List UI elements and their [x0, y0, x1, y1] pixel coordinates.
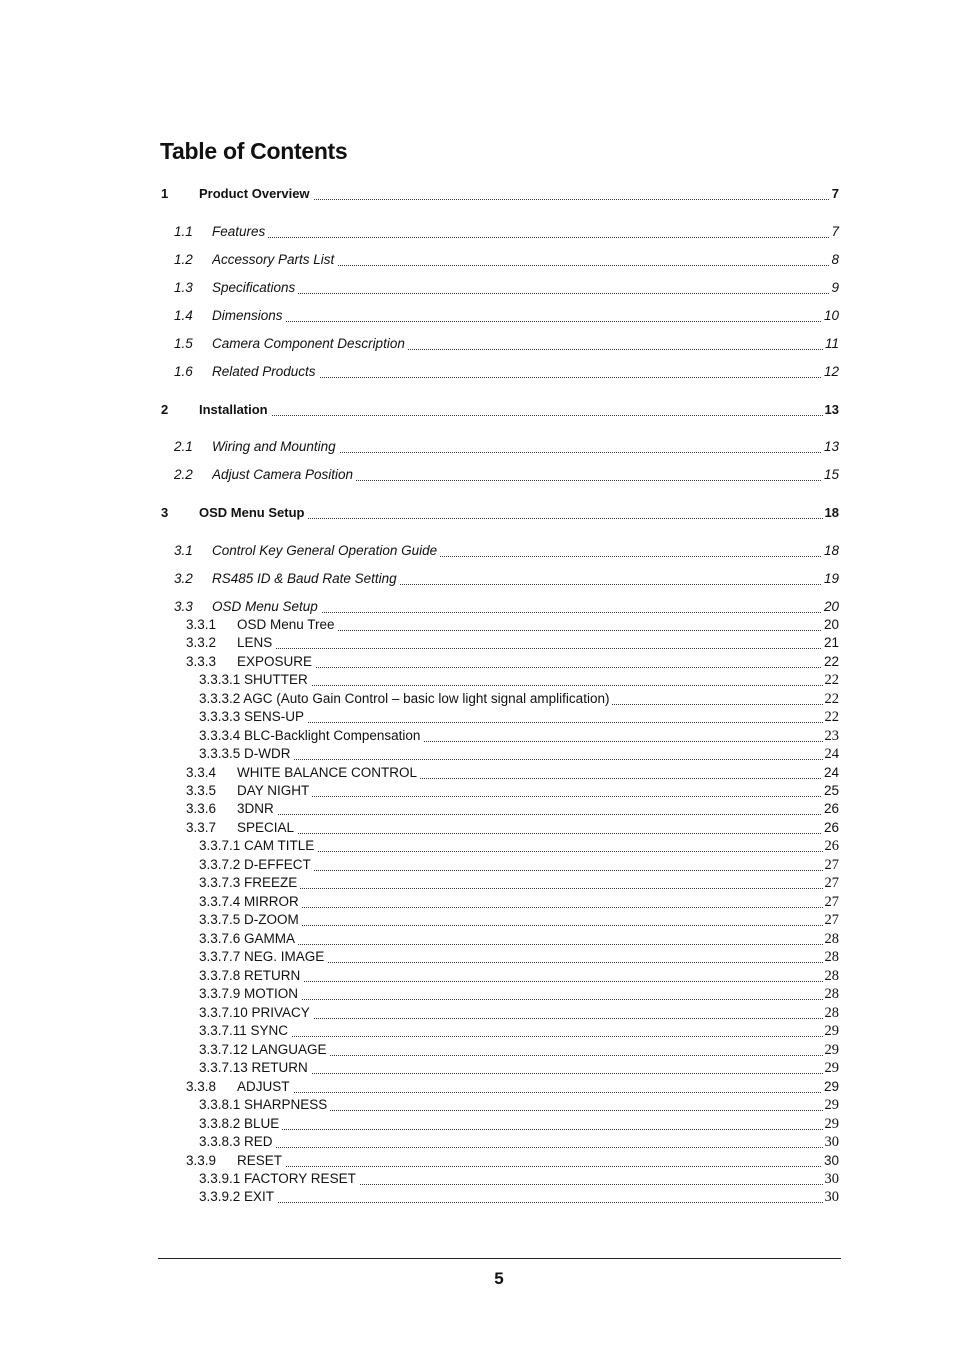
toc-entry-number: 3.3.2: [186, 635, 217, 650]
toc-entry-number: 1.6: [174, 364, 193, 379]
toc-entry[interactable]: [0, 1022, 954, 1040]
toc-entry-number: 2.1: [174, 439, 193, 454]
toc-entry-page: 29: [823, 1079, 839, 1094]
toc-entry-title: Specifications: [212, 280, 298, 295]
toc-entry-number: 1.5: [174, 336, 193, 351]
toc-entry[interactable]: [0, 893, 954, 911]
toc-entry[interactable]: [0, 438, 954, 456]
dot-leader: [199, 1202, 829, 1203]
toc-entry-title-wrap: [199, 401, 829, 419]
toc-entry-page: 24: [823, 765, 839, 780]
toc-entry-number: 3.3.8: [186, 1079, 217, 1094]
toc-entry-title-wrap: [212, 363, 829, 381]
toc-entry-title-wrap: [237, 1152, 829, 1170]
toc-entry-number: 2.2: [174, 467, 193, 482]
toc-entry-title: 3.3.7.9 MOTION: [199, 986, 301, 1001]
toc-entry-title: 3.3.7.2 D-EFFECT: [199, 857, 314, 872]
toc-entry-page: 27: [824, 875, 839, 891]
page-title: Table of Contents: [160, 138, 348, 164]
toc-entry-title: EXPOSURE: [237, 654, 315, 669]
toc-entry-page: 22: [824, 709, 839, 725]
dot-leader: [212, 237, 829, 238]
toc-entry-title: 3.3.3.3 SENS-UP: [199, 709, 307, 724]
toc-entry[interactable]: [0, 1133, 954, 1151]
toc-entry-title: RESET: [237, 1153, 285, 1168]
toc-entry-number: 1.1: [174, 224, 193, 239]
toc-entry-title-wrap: [199, 1096, 829, 1114]
toc-entry-title-wrap: [199, 893, 829, 911]
toc-entry[interactable]: [0, 708, 954, 726]
toc-entry-title-wrap: [237, 800, 829, 818]
toc-entry-page: 9: [831, 280, 839, 295]
toc-entry[interactable]: [0, 800, 954, 818]
toc-entry-page: 28: [824, 986, 839, 1002]
dot-leader: [199, 1147, 829, 1148]
dot-leader: [199, 415, 829, 416]
toc-entry[interactable]: [0, 634, 954, 652]
page-number: 5: [494, 1269, 504, 1288]
toc-entry-title-wrap: [199, 745, 829, 763]
toc-entry-title: Features: [212, 224, 268, 239]
toc-entry-title-wrap: [212, 438, 829, 456]
toc-entry-page: 29: [824, 1097, 839, 1113]
toc-entry-page: 29: [824, 1116, 839, 1132]
toc-entry-page: 22: [824, 672, 839, 688]
toc-entry-title: 3.3.7.5 D-ZOOM: [199, 912, 302, 927]
toc-entry-title: WHITE BALANCE CONTROL: [237, 765, 420, 780]
toc-entry-title: 3.3.3.2 AGC (Auto Gain Control – basic low light signal amplification): [199, 691, 612, 706]
toc-entry-title: 3.3.7.13 RETURN: [199, 1060, 311, 1075]
toc-entry-title: 3.3.9.2 EXIT: [199, 1189, 277, 1204]
toc-entry-number: 3.2: [174, 571, 193, 586]
toc-entry-title: 3.3.7.8 RETURN: [199, 968, 303, 983]
toc-entry-number: 1.3: [174, 280, 193, 295]
toc-entry-page: 18: [823, 543, 839, 558]
toc-entry-page: 29: [824, 1042, 839, 1058]
toc-entry-page: 28: [824, 968, 839, 984]
toc-entry-title-wrap: [237, 616, 829, 634]
toc-entry[interactable]: [0, 1152, 954, 1170]
toc-entry-title: 3.3.7.6 GAMMA: [199, 931, 298, 946]
toc-entry-page: 27: [824, 857, 839, 873]
toc-entry-page: 15: [823, 467, 839, 482]
toc-entry-page: 7: [831, 224, 839, 239]
toc-entry[interactable]: [0, 745, 954, 763]
toc-entry[interactable]: [0, 764, 954, 782]
toc-entry-page: 10: [823, 308, 839, 323]
toc-entry[interactable]: [0, 335, 954, 353]
toc-entry-page: 27: [824, 894, 839, 910]
toc-entry-title-wrap: [199, 856, 829, 874]
toc-entry-title: 3.3.8.3 RED: [199, 1134, 276, 1149]
toc-entry-title-wrap: [199, 837, 829, 855]
toc-entry-number: 1.4: [174, 308, 193, 323]
toc-entry-page: 20: [823, 599, 839, 614]
dot-leader: [237, 1092, 829, 1093]
toc-entry-title-wrap: [212, 542, 829, 560]
dot-leader: [237, 833, 829, 834]
toc-entry[interactable]: [0, 930, 954, 948]
toc-entry-title-wrap: [199, 911, 829, 929]
toc-entry[interactable]: [0, 874, 954, 892]
toc-entry[interactable]: [0, 1041, 954, 1059]
toc-entry[interactable]: [0, 570, 954, 588]
toc-entry[interactable]: [0, 401, 954, 419]
dot-leader: [237, 814, 829, 815]
toc-entry-title-wrap: [237, 764, 829, 782]
toc-entry-title-wrap: [199, 948, 829, 966]
toc-entry-number: 3: [161, 505, 169, 520]
toc-entry-title: Dimensions: [212, 308, 286, 323]
toc-entry[interactable]: [0, 185, 954, 203]
toc-entry[interactable]: [0, 1188, 954, 1206]
toc-entry[interactable]: [0, 690, 954, 708]
toc-entry[interactable]: [0, 1096, 954, 1114]
toc-entry-number: 3.3.7: [186, 820, 217, 835]
toc-entry-number: 3.1: [174, 543, 193, 558]
toc-entry-page: 26: [823, 801, 839, 816]
toc-entry-number: 3.3.4: [186, 765, 217, 780]
toc-entry-title: OSD Menu Tree: [237, 617, 338, 632]
dot-leader: [237, 648, 829, 649]
toc-entry-title-wrap: [237, 782, 829, 800]
toc-entry-title-wrap: [199, 185, 829, 203]
toc-entry-page: 28: [824, 931, 839, 947]
toc-entry[interactable]: [0, 307, 954, 325]
toc-entry-title-wrap: [199, 1004, 829, 1022]
toc-entry[interactable]: [0, 837, 954, 855]
toc-entry-number: 1: [161, 186, 169, 201]
toc-entry-title: 3.3.7.11 SYNC: [199, 1023, 291, 1038]
toc-entry[interactable]: [0, 819, 954, 837]
toc-entry-title-wrap: [199, 1133, 829, 1151]
toc-entry-title-wrap: [237, 819, 829, 837]
dot-leader: [237, 796, 829, 797]
toc-entry-title: Camera Component Description: [212, 336, 408, 351]
toc-entry[interactable]: [0, 856, 954, 874]
toc-entry-title-wrap: [199, 708, 829, 726]
toc-entry-page: 30: [824, 1134, 839, 1150]
toc-entry[interactable]: [0, 363, 954, 381]
toc-entry-page: 13: [824, 402, 839, 417]
toc-entry-page: 18: [824, 505, 839, 520]
toc-entry[interactable]: [0, 1078, 954, 1096]
dot-leader: [237, 1166, 829, 1167]
toc-entry[interactable]: [0, 1115, 954, 1133]
toc-entry-title: Control Key General Operation Guide: [212, 543, 440, 558]
toc-entry-title-wrap: [199, 1170, 829, 1188]
toc-entry-page: 27: [824, 912, 839, 928]
toc-entry-page: 22: [824, 691, 839, 707]
toc-entry-page: 21: [823, 635, 839, 650]
dot-leader: [212, 321, 829, 322]
toc-entry-page: 19: [823, 571, 839, 586]
toc-entry-title-wrap: [199, 1059, 829, 1077]
toc-entry-title: Accessory Parts List: [212, 252, 337, 267]
toc-entry-page: 30: [824, 1171, 839, 1187]
toc-entry-page: 23: [824, 728, 839, 744]
toc-entry-title-wrap: [237, 653, 829, 671]
toc-entry-page: 11: [824, 336, 839, 351]
dot-leader: [237, 667, 829, 668]
toc-entry[interactable]: [0, 1004, 954, 1022]
toc-entry-title-wrap: [199, 690, 829, 708]
toc-entry-title-wrap: [199, 874, 829, 892]
toc-entry[interactable]: [0, 727, 954, 745]
toc-entry[interactable]: [0, 223, 954, 241]
toc-entry-page: 29: [824, 1023, 839, 1039]
toc-entry[interactable]: [0, 279, 954, 297]
toc-entry-title: Related Products: [212, 364, 319, 379]
toc-entry-title: 3.3.7.10 PRIVACY: [199, 1005, 313, 1020]
toc-entry-title-wrap: [212, 335, 829, 353]
toc-entry[interactable]: [0, 598, 954, 616]
toc-entry[interactable]: [0, 616, 954, 634]
toc-entry-title-wrap: [212, 251, 829, 269]
toc-entry-number: 2: [161, 402, 169, 417]
toc-entry-page: 26: [823, 820, 839, 835]
toc-entry-title: Adjust Camera Position: [212, 467, 356, 482]
toc-entry-title: 3.3.7.1 CAM TITLE: [199, 838, 317, 853]
toc-entry-number: 3.3: [174, 599, 193, 614]
toc-entry-title: 3.3.3.1 SHUTTER: [199, 672, 311, 687]
toc-entry-title-wrap: [212, 307, 829, 325]
toc-entry-page: 24: [824, 746, 839, 762]
toc-entry-title-wrap: [199, 1041, 829, 1059]
footer-divider: [158, 1258, 841, 1259]
toc-entry-title: SPECIAL: [237, 820, 297, 835]
toc-entry-title: 3.3.3.5 D-WDR: [199, 746, 294, 761]
toc-entry[interactable]: [0, 504, 954, 522]
toc-entry-title: 3.3.8.2 BLUE: [199, 1116, 282, 1131]
toc-entry[interactable]: [0, 782, 954, 800]
toc-entry-title: LENS: [237, 635, 275, 650]
toc-entry-title-wrap: [212, 570, 829, 588]
toc-entry-page: 7: [831, 186, 839, 201]
toc-entry-number: 3.3.1: [186, 617, 217, 632]
toc-entry-title: RS485 ID & Baud Rate Setting: [212, 571, 400, 586]
toc-entry-title-wrap: [199, 967, 829, 985]
toc-entry-page: 28: [824, 949, 839, 965]
toc-entry[interactable]: [0, 948, 954, 966]
toc-entry-title: 3.3.7.7 NEG. IMAGE: [199, 949, 327, 964]
toc-entry-page: 20: [823, 617, 839, 632]
toc-entry[interactable]: [0, 466, 954, 484]
toc-entry-title-wrap: [199, 1115, 829, 1133]
toc-entry[interactable]: [0, 542, 954, 560]
toc-entry[interactable]: [0, 1170, 954, 1188]
toc-entry[interactable]: [0, 671, 954, 689]
toc-entry-title-wrap: [212, 466, 829, 484]
toc-entry-title-wrap: [199, 504, 829, 522]
toc-entry[interactable]: [0, 967, 954, 985]
toc-entry-title: 3.3.7.3 FREEZE: [199, 875, 300, 890]
toc-entry-title-wrap: [199, 1188, 829, 1206]
toc-entry-title-wrap: [199, 985, 829, 1003]
dot-leader: [199, 1129, 829, 1130]
toc-entry[interactable]: [0, 251, 954, 269]
toc-entry-title: Product Overview: [199, 186, 313, 201]
toc-entry-page: 12: [823, 364, 839, 379]
dot-leader: [212, 293, 829, 294]
toc-entry[interactable]: [0, 653, 954, 671]
toc-entry-title: 3.3.8.1 SHARPNESS: [199, 1097, 330, 1112]
toc-entry-title: 3.3.9.1 FACTORY RESET: [199, 1171, 359, 1186]
toc-entry-title: 3.3.7.4 MIRROR: [199, 894, 302, 909]
toc-entry[interactable]: [0, 1059, 954, 1077]
toc-entry-title-wrap: [237, 1078, 829, 1096]
toc-entry-title: 3.3.3.4 BLC-Backlight Compensation: [199, 728, 423, 743]
toc-entry-title-wrap: [212, 223, 829, 241]
toc-entry-number: 3.3.3: [186, 654, 217, 669]
toc-entry-page: 30: [823, 1153, 839, 1168]
toc-entry-page: 26: [824, 838, 839, 854]
toc-entry-title-wrap: [212, 279, 829, 297]
toc-entry-number: 1.2: [174, 252, 193, 267]
toc-entry-page: 13: [823, 439, 839, 454]
toc-entry-number: 3.3.6: [186, 801, 217, 816]
toc-entry-page: 28: [824, 1005, 839, 1021]
toc-entry-title-wrap: [237, 634, 829, 652]
toc-entry-title: 3DNR: [237, 801, 277, 816]
toc-entry-title: OSD Menu Setup: [212, 599, 321, 614]
toc-entry-title-wrap: [199, 930, 829, 948]
toc-entry[interactable]: [0, 985, 954, 1003]
toc-entry-title-wrap: [199, 727, 829, 745]
toc-entry-page: 8: [831, 252, 839, 267]
toc-entry-page: 30: [824, 1189, 839, 1205]
dot-leader: [199, 1036, 829, 1037]
toc-entry-page: 22: [823, 654, 839, 669]
toc-entry-number: 3.3.9: [186, 1153, 217, 1168]
toc-entry-title-wrap: [212, 598, 829, 616]
toc-entry-title: Installation: [199, 402, 271, 417]
toc-entry-title-wrap: [199, 1022, 829, 1040]
toc-entry-page: 25: [823, 783, 839, 798]
toc-entry[interactable]: [0, 911, 954, 929]
toc-entry-title: Wiring and Mounting: [212, 439, 339, 454]
toc-entry-title: DAY NIGHT: [237, 783, 312, 798]
toc-entry-number: 3.3.5: [186, 783, 217, 798]
toc-entry-title: 3.3.7.12 LANGUAGE: [199, 1042, 330, 1057]
toc-entry-title: ADJUST: [237, 1079, 293, 1094]
toc-entry-page: 29: [824, 1060, 839, 1076]
toc-entry-title: OSD Menu Setup: [199, 505, 307, 520]
toc-entry-title-wrap: [199, 671, 829, 689]
